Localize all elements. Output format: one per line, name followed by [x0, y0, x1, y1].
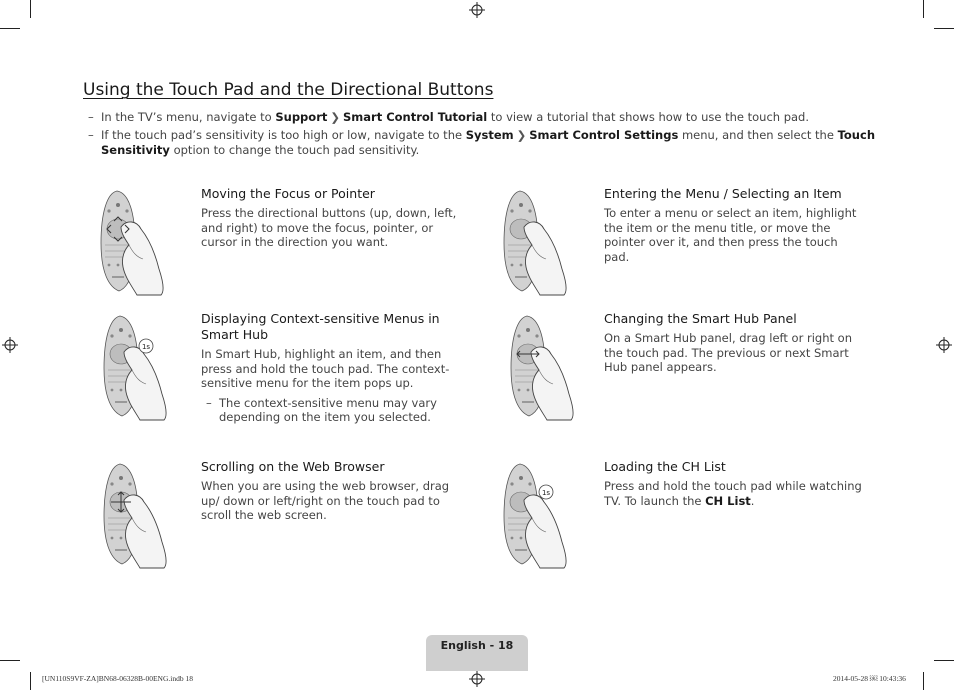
print-footer-file: [UN110S9VF-ZA]BN68-06328B-00ENG.indb 18 — [42, 674, 193, 683]
registration-mark-icon — [936, 337, 952, 353]
menu-touch-sensitivity: Touch Sensitivity — [101, 128, 876, 157]
chevron-right-icon: ❯ — [330, 110, 341, 124]
note-text: If the touch pad’s sensitivity is too high or low, navigate to the — [101, 128, 466, 142]
dash: – — [88, 128, 94, 142]
section-context-menus — [201, 311, 459, 425]
section-body: Press the directional buttons (up, down, left, and right) to move the focus, pointer, or cursor in the direction you want. — [201, 206, 457, 249]
note-sensitivity — [88, 128, 878, 158]
section-title: Scrolling on the Web Browser — [201, 459, 385, 474]
section-body: When you are using the web browser, drag up/ down or left/right on the touch pad to scroll the web screen. — [201, 479, 450, 522]
page-number: English - 18 — [440, 639, 514, 652]
section-entering-menu — [604, 186, 866, 264]
crop-mark-icon — [30, 0, 31, 18]
crop-mark-icon — [923, 0, 924, 18]
section-title: Changing the Smart Hub Panel — [604, 311, 797, 326]
crop-mark-icon — [30, 672, 31, 690]
section-title: Displaying Context-sensitive Menus in Smart Hub — [201, 311, 440, 342]
section-smart-hub-panel — [604, 311, 864, 375]
crop-mark-icon — [923, 672, 924, 690]
registration-mark-icon — [469, 2, 485, 18]
remote-hand-illustration-icon — [92, 183, 172, 298]
hold-label: 1s — [141, 343, 151, 351]
note-text: option to change the touch pad sensitivity. — [169, 143, 420, 157]
hold-label: 1s — [541, 489, 551, 497]
body-text: Press and hold the touch pad while watching TV. To launch the — [604, 479, 862, 508]
body-text: . — [750, 493, 755, 508]
crop-mark-icon — [0, 28, 20, 29]
section-body — [604, 479, 866, 508]
print-footer-timestamp: 2014-05-28 ￼ 10:43:36 — [833, 674, 906, 683]
remote-hand-illustration-icon — [95, 308, 175, 423]
note-text: menu, and then select the — [678, 128, 838, 142]
section-body: To enter a menu or select an item, highlight the item or the menu title, or move the pointer over it, and then press the touch pad. — [604, 206, 857, 264]
page-title: Using the Touch Pad and the Directional Buttons — [83, 80, 494, 100]
section-scrolling — [201, 459, 459, 523]
registration-mark-icon — [2, 337, 18, 353]
crop-mark-icon — [934, 28, 954, 29]
note-text: The context-sensitive menu may vary depending on the item you selected. — [219, 395, 437, 424]
note-text: to view a tutorial that shows how to use the touch pad. — [487, 110, 810, 124]
chevron-right-icon: ❯ — [516, 128, 527, 142]
remote-hand-illustration-icon — [95, 456, 175, 571]
crop-mark-icon — [0, 660, 20, 661]
section-body: On a Smart Hub panel, drag left or right on the touch pad. The previous or next Smart Hub panel appears. — [604, 331, 852, 374]
section-moving-focus — [201, 186, 461, 250]
menu-ch-list: CH List — [705, 493, 751, 508]
menu-system: System — [465, 128, 514, 142]
intro-notes — [88, 110, 878, 161]
note-text: In the TV’s menu, navigate to — [101, 110, 276, 124]
remote-hand-illustration-icon — [495, 456, 575, 571]
section-ch-list — [604, 459, 866, 508]
remote-hand-illustration-icon — [495, 183, 575, 298]
section-note — [201, 396, 459, 425]
dash: – — [88, 110, 94, 124]
dash: – — [206, 395, 212, 410]
section-title: Moving the Focus or Pointer — [201, 186, 375, 201]
registration-mark-icon — [469, 671, 485, 687]
section-title: Entering the Menu / Selecting an Item — [604, 186, 842, 201]
remote-hand-illustration-icon — [502, 308, 582, 423]
menu-support: Support — [275, 110, 328, 124]
section-body: In Smart Hub, highlight an item, and then press and hold the touch pad. The context-sensitive menu for the item pops up. — [201, 347, 450, 390]
menu-smart-control-tutorial: Smart Control Tutorial — [343, 110, 488, 124]
menu-smart-control-settings: Smart Control Settings — [529, 128, 679, 142]
note-tutorial — [88, 110, 878, 125]
crop-mark-icon — [934, 660, 954, 661]
section-title: Loading the CH List — [604, 459, 726, 474]
